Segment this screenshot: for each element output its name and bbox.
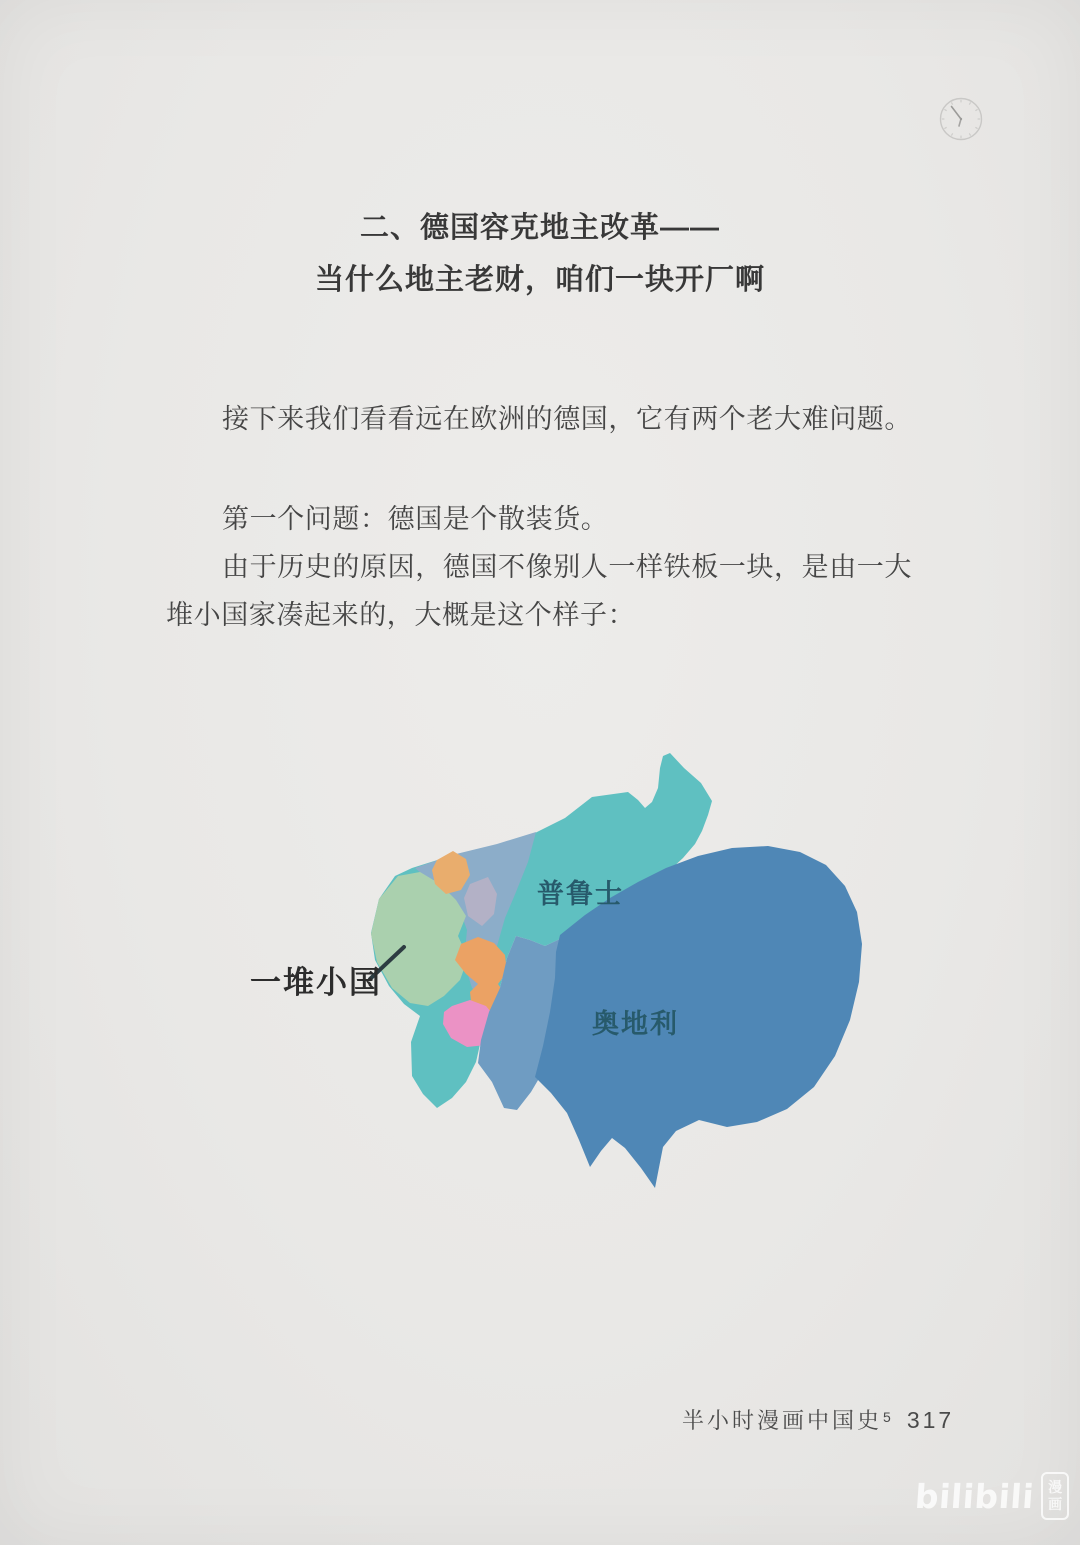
page-number: 317 <box>906 1407 955 1433</box>
austria-label: 奥地利 <box>592 1009 679 1039</box>
manga-badge-char-top: 漫 <box>1048 1479 1063 1495</box>
bilibili-logo: bilibili <box>913 1476 1036 1516</box>
clock-icon <box>936 94 986 144</box>
chapter-title-line1: 二、德国容克地主改革—— <box>359 212 720 244</box>
book-title: 半小时漫画中国史 <box>682 1408 883 1433</box>
paragraph-2-line-1: 第一个问题：德国是个散装货。 <box>222 504 609 534</box>
german-states-map <box>350 728 880 1228</box>
volume-number: 5 <box>883 1409 891 1425</box>
bilibili-watermark <box>915 1472 1069 1520</box>
paragraph-3-line-1: 由于历史的原因，德国不像别人一样铁板一块，是由一大 <box>222 552 912 582</box>
chapter-title <box>0 214 1080 295</box>
small-states-label: 一堆小国 <box>250 965 382 1000</box>
page-footer <box>682 1404 954 1435</box>
prussia-label: 普鲁士 <box>537 879 624 909</box>
paragraph-1-line-1: 接下来我们看看远在欧洲的德国，它有两个老大难问题。 <box>222 404 912 434</box>
manga-badge <box>1041 1472 1069 1520</box>
chapter-title-line2: 当什么地主老财，咱们一块开厂啊 <box>314 264 765 296</box>
manga-badge-char-bottom: 画 <box>1048 1496 1063 1512</box>
paragraph-3-line-2: 堆小国家凑起来的，大概是这个样子： <box>166 600 636 630</box>
clock-minute-hand <box>952 107 962 120</box>
